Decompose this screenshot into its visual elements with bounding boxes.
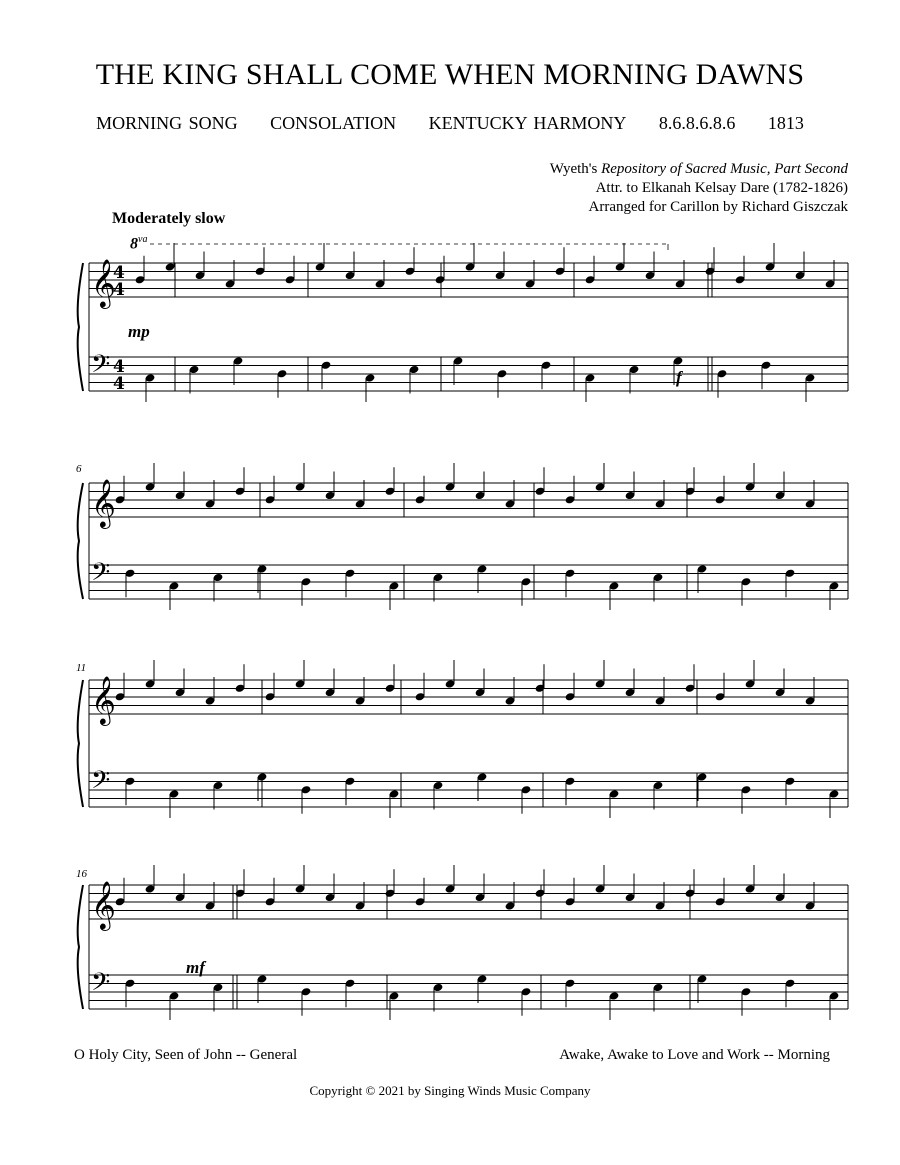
bass-clef: 𝄢: [91, 558, 111, 593]
treble-clef: 𝄞: [91, 258, 116, 307]
tune-name-1: MORNING SONG: [96, 113, 238, 133]
bass-clef: 𝄢: [91, 350, 111, 385]
dynamic-mf: mf: [186, 958, 205, 977]
measure-number-16: 16: [76, 868, 87, 880]
source-line: Wyeth's Repository of Sacred Music, Part Second: [549, 161, 848, 177]
alternate-text-morning: Awake, Awake to Love and Work -- Morning: [559, 1047, 830, 1063]
dynamic-f: f: [676, 368, 682, 387]
brace: [78, 483, 83, 599]
alternate-text-general: O Holy City, Seen of John -- General: [74, 1047, 298, 1063]
copyright: Copyright © 2021 by Singing Winds Music Company: [309, 1083, 591, 1098]
page-title: THE KING SHALL COME WHEN MORNING DAWNS: [95, 58, 805, 91]
time-signature: 4: [113, 374, 125, 394]
meter: 8.6.8.6.8.6: [658, 113, 736, 133]
treble-clef: 𝄞: [91, 880, 116, 929]
attribution: Attr. to Elkanah Kelsay Dare (1782-1826): [595, 180, 848, 196]
time-signature: 4: [113, 357, 125, 377]
tempo-marking: Moderately slow: [112, 210, 226, 227]
ottava-marking: $8^{va}$: [130, 234, 148, 253]
year: 1813: [767, 113, 804, 133]
treble-clef: 𝄞: [91, 675, 116, 724]
bass-clef: 𝄢: [91, 968, 111, 1003]
time-signature: 4: [113, 263, 125, 283]
staff-systems: [78, 243, 848, 1020]
tune-name-3: KENTUCKY HARMONY: [428, 113, 627, 133]
brace: [78, 885, 83, 1009]
time-signature: 4: [113, 280, 125, 300]
brace: [78, 680, 83, 807]
tune-name-2: CONSOLATION: [270, 113, 397, 133]
brace: [78, 263, 83, 391]
bass-clef: 𝄢: [91, 766, 111, 801]
dynamic-mp: mp: [128, 322, 150, 341]
treble-clef: 𝄞: [91, 478, 116, 527]
source-title: Repository of Sacred Music, Part Second: [601, 161, 848, 177]
measure-number-11: 11: [76, 662, 87, 674]
arranger: Arranged for Carillon by Richard Giszczak: [588, 199, 848, 215]
measure-number-6: 6: [76, 463, 82, 475]
